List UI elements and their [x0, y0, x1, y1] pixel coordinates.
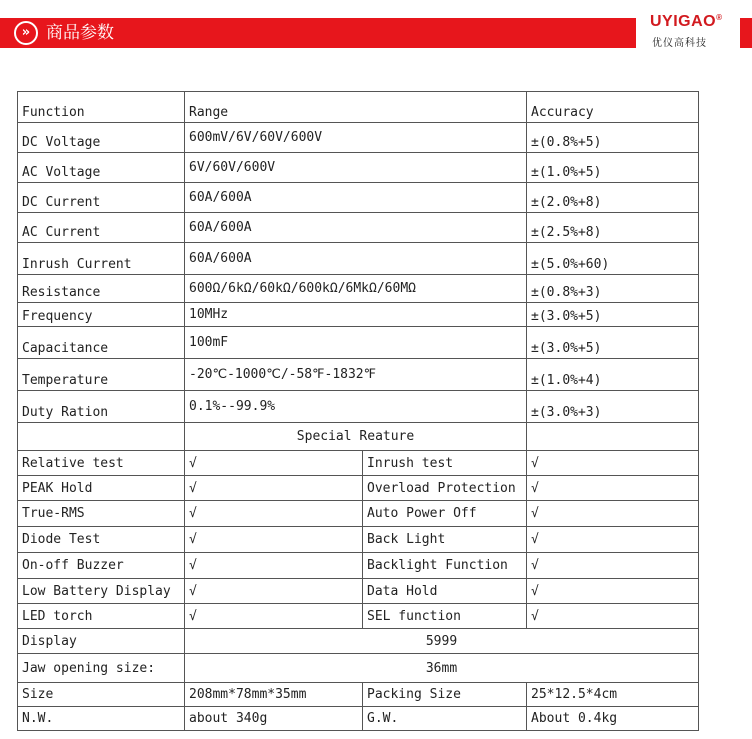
feature-name: True-RMS — [18, 501, 185, 527]
spec-range: 100mF — [185, 327, 527, 359]
feature-name: Inrush test — [363, 451, 527, 476]
spec-row — [18, 213, 699, 243]
function-header: Function — [18, 92, 185, 123]
feature-name: Auto Power Off — [363, 501, 527, 527]
spec-row — [18, 359, 699, 391]
spec-range: 10MHz — [185, 303, 527, 327]
spec-function: Temperature — [18, 359, 185, 391]
spec-row — [18, 275, 699, 303]
size-label: Size — [18, 683, 185, 707]
gross-weight-label: G.W. — [363, 707, 527, 731]
spec-row — [18, 183, 699, 213]
check-icon: √ — [527, 553, 699, 579]
check-icon: √ — [527, 527, 699, 553]
check-icon: √ — [527, 604, 699, 629]
feature-name: Low Battery Display — [18, 579, 185, 604]
spec-accuracy: ±(3.0%+3) — [527, 391, 699, 423]
spec-accuracy: ±(1.0%+5) — [527, 153, 699, 183]
check-icon: √ — [185, 553, 363, 579]
spec-function: DC Voltage — [18, 123, 185, 153]
packing-size-label: Packing Size — [363, 683, 527, 707]
feature-name: Overload Protection — [363, 476, 527, 501]
spec-row — [18, 327, 699, 359]
spec-accuracy: ±(0.8%+5) — [527, 123, 699, 153]
check-icon: √ — [527, 501, 699, 527]
logo-subtitle: 优仪高科技 — [652, 38, 707, 49]
feature-name: Data Hold — [363, 579, 527, 604]
spec-range: 600Ω/6kΩ/60kΩ/600kΩ/6MkΩ/60MΩ — [185, 275, 527, 303]
spec-row — [18, 303, 699, 327]
check-icon: √ — [185, 579, 363, 604]
section-title: 商品参数 — [46, 23, 114, 43]
jaw-label: Jaw opening size: — [18, 654, 185, 683]
feature-name: LED torch — [18, 604, 185, 629]
feature-name: Diode Test — [18, 527, 185, 553]
spec-range: 600mV/6V/60V/600V — [185, 123, 527, 153]
check-icon: √ — [527, 451, 699, 476]
spec-function: Resistance — [18, 275, 185, 303]
feature-name: Backlight Function — [363, 553, 527, 579]
spec-accuracy: ±(1.0%+4) — [527, 359, 699, 391]
spec-accuracy: ±(3.0%+5) — [527, 303, 699, 327]
accuracy-header: Accuracy — [527, 92, 699, 123]
spec-row — [18, 391, 699, 423]
size-row — [18, 683, 699, 707]
feature-name: PEAK Hold — [18, 476, 185, 501]
packing-size-value: 25*12.5*4cm — [527, 683, 699, 707]
feature-row — [18, 501, 699, 527]
feature-row — [18, 476, 699, 501]
spec-range: -20℃-1000℃/-58℉-1832℉ — [185, 359, 527, 391]
jaw-row — [18, 654, 699, 683]
size-value: 208mm*78mm*35mm — [185, 683, 363, 707]
feature-row — [18, 527, 699, 553]
check-icon: √ — [185, 476, 363, 501]
spec-function: AC Voltage — [18, 153, 185, 183]
check-icon: √ — [185, 451, 363, 476]
feature-name: On-off Buzzer — [18, 553, 185, 579]
special-feature-title: Special Reature — [185, 423, 527, 451]
logo-name: UYIGAO — [650, 13, 717, 30]
spec-range: 6V/60V/600V — [185, 153, 527, 183]
spec-function: Inrush Current — [18, 243, 185, 275]
check-icon: √ — [527, 579, 699, 604]
spec-row — [18, 153, 699, 183]
spec-table — [17, 91, 699, 731]
spec-accuracy: ±(2.0%+8) — [527, 183, 699, 213]
spec-accuracy: ±(3.0%+5) — [527, 327, 699, 359]
feature-row — [18, 604, 699, 629]
weight-row — [18, 707, 699, 731]
spec-function: Capacitance — [18, 327, 185, 359]
check-icon: √ — [185, 527, 363, 553]
spec-function: AC Current — [18, 213, 185, 243]
empty-cell — [18, 423, 185, 451]
gross-weight-value: About 0.4kg — [527, 707, 699, 731]
feature-row — [18, 451, 699, 476]
spec-range: 60A/600A — [185, 243, 527, 275]
spec-row — [18, 123, 699, 153]
feature-name: SEL function — [363, 604, 527, 629]
display-row — [18, 629, 699, 654]
spec-accuracy: ±(5.0%+60) — [527, 243, 699, 275]
check-icon: √ — [527, 476, 699, 501]
check-icon: √ — [185, 604, 363, 629]
spec-row — [18, 243, 699, 275]
chevron-right-double-icon: » — [14, 21, 38, 45]
spec-range: 0.1%--99.9% — [185, 391, 527, 423]
spec-range: 60A/600A — [185, 183, 527, 213]
check-icon: √ — [185, 501, 363, 527]
jaw-value: 36mm — [185, 654, 699, 683]
spec-range: 60A/600A — [185, 213, 527, 243]
display-value: 5999 — [185, 629, 699, 654]
empty-cell — [527, 423, 699, 451]
spec-function: DC Current — [18, 183, 185, 213]
net-weight-value: about 340g — [185, 707, 363, 731]
net-weight-label: N.W. — [18, 707, 185, 731]
feature-name: Relative test — [18, 451, 185, 476]
header-row — [18, 92, 699, 123]
spec-accuracy: ±(0.8%+3) — [527, 275, 699, 303]
display-label: Display — [18, 629, 185, 654]
feature-row — [18, 579, 699, 604]
special-title-row — [18, 423, 699, 451]
logo-registered-mark: ® — [716, 13, 723, 22]
feature-row — [18, 553, 699, 579]
feature-name: Back Light — [363, 527, 527, 553]
brand-logo — [636, 10, 740, 52]
spec-accuracy: ±(2.5%+8) — [527, 213, 699, 243]
range-header: Range — [185, 92, 527, 123]
spec-function: Duty Ration — [18, 391, 185, 423]
spec-function: Frequency — [18, 303, 185, 327]
